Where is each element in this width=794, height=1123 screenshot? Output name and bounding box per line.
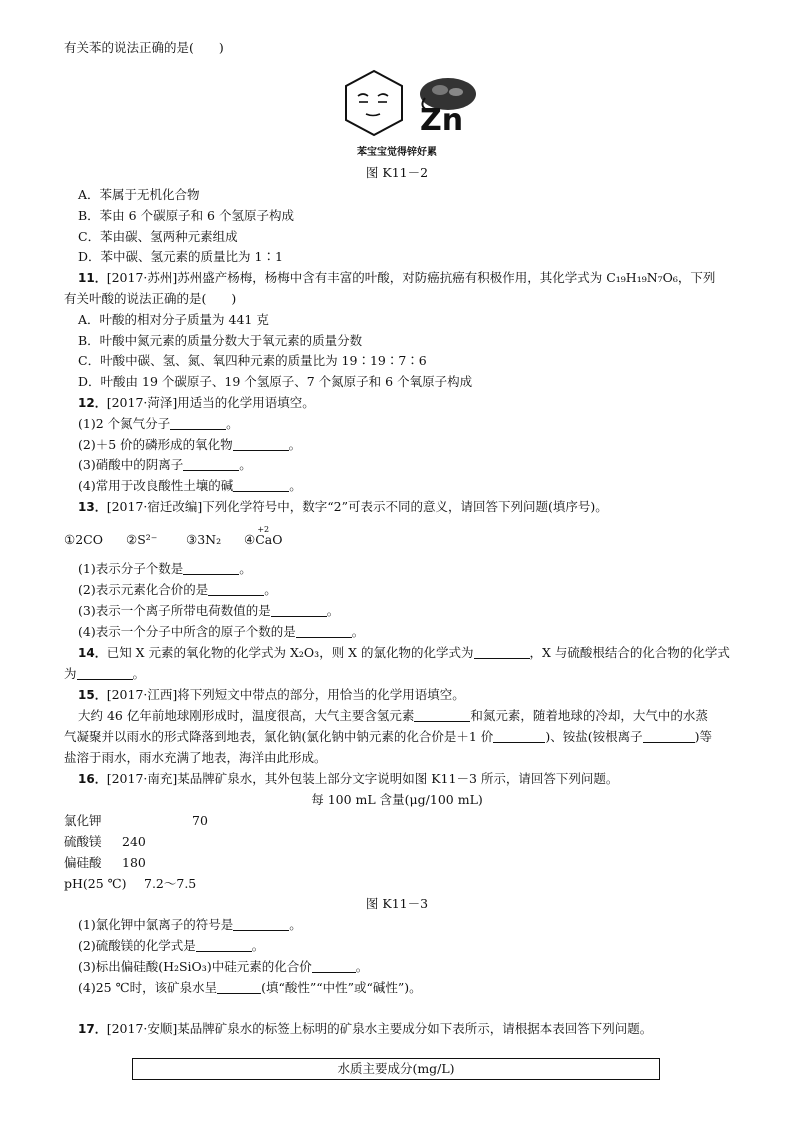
- q13-item-2: (2)表示元素化合价的是 。: [78, 582, 277, 597]
- q13-item-3: (3)表示一个离子所带电荷数值的是 。: [78, 603, 340, 618]
- benzene-hexagon: [346, 71, 402, 135]
- q11-option-c: C．叶酸中碳、氢、氮、氧四种元素的质量比为 19∶19∶7∶6: [78, 353, 427, 368]
- q13-symbols: ①2CO ②S²⁻ ③3N₂ +2 ④CaO: [64, 532, 282, 548]
- answer-blank[interactable]: [233, 438, 289, 451]
- figure-label-k11-3: 图 K11－3: [365, 896, 429, 911]
- answer-blank[interactable]: [77, 667, 133, 680]
- answer-blank[interactable]: [208, 583, 264, 596]
- answer-blank[interactable]: [493, 730, 545, 743]
- q12-item-1: (1)2 个氮气分子 。: [78, 416, 239, 431]
- q10-option-b: B．苯由 6 个碳原子和 6 个氢原子构成: [78, 208, 294, 223]
- q11-option-a: A．叶酸的相对分子质量为 441 克: [78, 312, 269, 327]
- answer-blank[interactable]: [183, 458, 239, 471]
- q13-stem: 13．[2017·宿迁改编]下列化学符号中，数字“2”可表示不同的意义，请回答下列问题(填序号)。: [78, 499, 608, 514]
- q10-option-c: C．苯由碳、氢两种元素组成: [78, 229, 238, 244]
- answer-blank[interactable]: [196, 939, 252, 952]
- answer-blank[interactable]: [312, 960, 356, 973]
- answer-blank[interactable]: [474, 646, 530, 659]
- right-eyebrow: [378, 94, 388, 96]
- q16-row-h2sio3: 偏硅酸 180: [64, 855, 146, 870]
- q15-line3: 盐溶于雨水，雨水充满了地表，海洋由此形成。: [64, 750, 327, 765]
- q15-line1: 大约 46 亿年前地球刚形成时，温度很高，大气主要含氢元素 和氮元素，随着地球的冷却，大气中的水蒸: [78, 708, 708, 723]
- q16-row-mgso4: 硫酸镁 240: [64, 834, 146, 849]
- q13-item-4: (4)表示一个分子中所含的原子个数的是 。: [78, 624, 365, 639]
- answer-blank[interactable]: [271, 604, 327, 617]
- q16-stem: 16．[2017·南充]某品牌矿泉水，其外包装上部分文字说明如图 K11－3 所示，请回答下列问题。: [78, 771, 619, 786]
- q14-line2: 为 。: [64, 666, 146, 681]
- q11-option-d: D．叶酸由 19 个碳原子、19 个氢原子、7 个氮原子和 6 个氧原子构成: [78, 374, 473, 389]
- answer-blank[interactable]: [643, 730, 695, 743]
- answer-blank[interactable]: [183, 562, 239, 575]
- q12-item-3: (3)硝酸中的阴离子 。: [78, 457, 252, 472]
- q10-option-d: D．苯中碳、氢元素的质量比为 1∶1: [78, 249, 283, 264]
- q14-line1: 14．已知 X 元素的氧化物的化学式为 X₂O₃，则 X 的氯化物的化学式为 ，X 与硫酸根结合的化合物的化学式: [78, 645, 730, 660]
- answer-blank[interactable]: [217, 981, 261, 994]
- zn-label: Zn: [420, 103, 464, 138]
- q11-option-b: B．叶酸中氮元素的质量分数大于氧元素的质量分数: [78, 333, 363, 348]
- q11-stem-line1: 11．[2017·苏州]苏州盛产杨梅，杨梅中含有丰富的叶酸，对防癌抗癌有积极作用，其化学式为 C₁₉H₁₉N₇O₆，下列: [78, 270, 716, 285]
- benzene-figure: [340, 68, 480, 138]
- q16-item-3: (3)标出偏硅酸(H₂SiO₃)中硅元素的化合价 。: [78, 959, 369, 974]
- q16-item-4: (4)25 ℃时，该矿泉水呈 (填“酸性”“中性”或“碱性”)。: [78, 980, 422, 995]
- q15-line2: 气凝聚并以雨水的形式降落到地表，氯化钠(氯化钠中钠元素的化合价是＋1 价 )、铵盐(铵根离子 )等: [64, 729, 712, 744]
- q16-item-2: (2)硫酸镁的化学式是 。: [78, 938, 265, 953]
- q16-item-1: (1)氯化钾中氯离子的符号是 。: [78, 917, 302, 932]
- q17-table-header: 水质主要成分(mg/L): [132, 1058, 660, 1080]
- q16-row-ph: pH(25 ℃) 7.2～7.5: [64, 876, 197, 891]
- left-eyebrow: [358, 94, 368, 96]
- q16-row-kcl: 氯化钾 70: [64, 813, 208, 828]
- q12-item-2: (2)＋5 价的磷形成的氧化物 。: [78, 437, 302, 452]
- answer-blank[interactable]: [414, 709, 470, 722]
- q12-item-4: (4)常用于改良酸性土壤的碱 。: [78, 478, 302, 493]
- figure-small-caption: 苯宝宝觉得锌好累: [357, 147, 437, 158]
- q17-stem: 17．[2017·安顺]某品牌矿泉水的标签上标明的矿泉水主要成分如下表所示，请根据本表回答下列问题。: [78, 1021, 653, 1036]
- intro-question: 有关苯的说法正确的是( ): [64, 40, 224, 55]
- answer-blank[interactable]: [170, 417, 226, 430]
- figure-label-k11-2: 图 K11－2: [365, 165, 429, 180]
- q12-stem: 12．[2017·菏泽]用适当的化学用语填空。: [78, 395, 315, 410]
- cao-charge: +2: [257, 525, 270, 534]
- answer-blank[interactable]: [233, 918, 289, 931]
- q15-stem: 15．[2017·江西]将下列短文中带点的部分，用恰当的化学用语填空。: [78, 687, 465, 702]
- answer-blank[interactable]: [296, 625, 352, 638]
- q11-stem-line2: 有关叶酸的说法正确的是( ): [64, 291, 237, 306]
- q16-table-title: 每 100 mL 含量(μg/100 mL): [311, 792, 483, 807]
- q10-option-a: A．苯属于无机化合物: [78, 187, 200, 202]
- q13-item-1: (1)表示分子个数是 。: [78, 561, 252, 576]
- answer-blank[interactable]: [233, 479, 289, 492]
